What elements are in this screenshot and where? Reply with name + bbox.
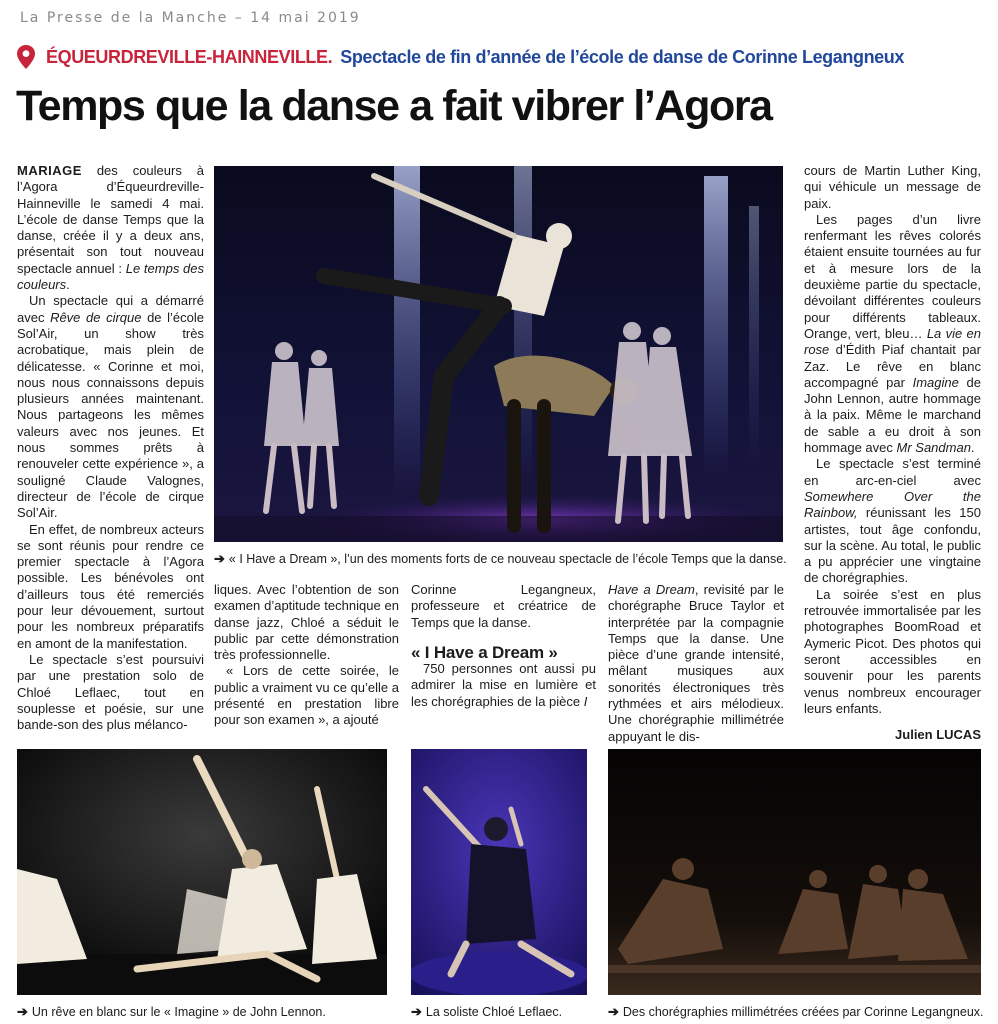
- caption-text: Un rêve en blanc sur le « Imagine » de John Lennon.: [31, 1005, 326, 1019]
- arrow-right-icon: ➔: [608, 1004, 619, 1019]
- soloist-image: [411, 749, 587, 995]
- italic-title: Somewhere Over the Rainbow,: [804, 488, 981, 521]
- photo-white-dream-caption: [17, 1004, 326, 1020]
- white-dancers-image: [17, 749, 387, 995]
- paragraph: [804, 456, 981, 586]
- stage-dance-image: [214, 166, 783, 542]
- arrow-right-icon: ➔: [214, 551, 225, 566]
- text: des couleurs à l’Agora d’Équeurdreville-Hainneville le samedi 4 mai. L’école de danse Temps que la danse, créée il y a deux ans, présentait son tout nouveau spectacle annuel :: [17, 163, 204, 276]
- text: .: [66, 277, 70, 293]
- photo-white-dream: [17, 749, 387, 995]
- text: Le spectacle s’est terminé en arc-en-ciel avec: [804, 456, 981, 488]
- map-pin-icon: [16, 45, 36, 69]
- text: réunissant les 150 artistes, tout âge confondu, sur la scène. Au total, le public a pu apprécier une vingtaine de chorégraphies.: [804, 505, 981, 586]
- caption-text: « I Have a Dream », l’un des moments forts de ce nouveau spectacle de l’école Temps que la danse.: [228, 552, 787, 566]
- paragraph: Corinne Legangneux, professeure et créatrice de Temps que la danse.: [411, 582, 596, 630]
- article-column-1: [17, 163, 204, 733]
- kicker: [16, 42, 904, 72]
- author-signature: Julien LUCAS: [895, 727, 981, 743]
- arrow-right-icon: ➔: [17, 1004, 28, 1019]
- paragraph: cours de Martin Luther King, qui véhicule un message de paix.: [804, 163, 981, 211]
- lead-word: MARIAGE: [17, 163, 82, 178]
- text: .: [970, 440, 975, 456]
- italic-title: Imagine: [912, 374, 959, 390]
- paragraph: La soirée s’est en plus retrouvée immortalisée par les photographes BoomRoad et Aymeric Picot. Des photos qui seront accessibles en souvenir pour les parents venus nombreux encourager leurs enfants.: [804, 586, 981, 716]
- kicker-dot: .: [327, 46, 333, 67]
- section-subhead: « I Have a Dream »: [411, 642, 558, 662]
- article-column-4: [608, 582, 784, 745]
- italic-title: Rêve de cirque: [50, 309, 142, 325]
- paragraph: [804, 212, 981, 456]
- paragraph: [17, 163, 204, 293]
- paragraph: « Lors de cette soirée, le public a vraiment vu ce qu’elle a présenté en prestation libre pour son examen », a ajouté: [214, 663, 399, 728]
- photo-choreographies-caption: [608, 1004, 984, 1020]
- paragraph: liques. Avec l’obtention de son examen d’aptitude technique en danse jazz, Chloé a séduit le public par cette démonstration très professionnelle.: [214, 582, 399, 663]
- photo-soloist: [411, 749, 587, 995]
- article-column-2: [214, 582, 399, 729]
- caption-text: Des chorégraphies millimétrées créées par Corinne Legangneux.: [622, 1005, 984, 1019]
- paragraph: Le spectacle s’est poursuivi par une prestation solo de Chloé Leflaec, tout en souplesse et poésie, sur une bande-son des plus mélanco-: [17, 651, 204, 733]
- masthead: La Presse de la Manche – 14 mai 2019: [20, 10, 361, 26]
- main-photo-caption: [214, 551, 787, 567]
- text: 750 personnes ont aussi pu admirer la mise en lumière et les chorégraphies de la pièce: [411, 661, 596, 709]
- headline: Temps que la danse a fait vibrer l’Agora: [16, 82, 772, 130]
- floor-dancers-image: [608, 749, 981, 995]
- paragraph: [608, 582, 784, 745]
- arrow-right-icon: ➔: [411, 1004, 422, 1019]
- kicker-subtitle: Spectacle de fin d’année de l’école de danse de Corinne Legangneux: [340, 46, 904, 67]
- italic-title: I: [583, 693, 588, 709]
- text: de John Lennon, autre hommage à la paix. Même le marchand de sable a eu droit à son hommage avec: [804, 374, 982, 456]
- paragraph: [411, 661, 596, 710]
- text: Un spectacle qui a démarré avec: [17, 293, 204, 325]
- text: , revisité par le chorégraphe Bruce Taylor et interprétée par la compagnie Temps que la danse. Une pièce d’une grande intensité, mêlant musiques aux sonorités électroniques très rythmées et airs mélodieux. Une chorégraphie millimétrée appuyant le dis-: [608, 582, 784, 744]
- kicker-place: ÉQUEURDREVILLE-HAINNEVILLE: [46, 46, 328, 67]
- italic-title: Le temps des couleurs: [17, 260, 204, 293]
- article-column-5: [804, 163, 981, 743]
- paragraph: [17, 293, 204, 521]
- caption-text: La soliste Chloé Leflaec.: [425, 1005, 563, 1019]
- article-column-3: [411, 582, 596, 710]
- main-photo: [214, 166, 783, 542]
- italic-title: Mr Sandman: [896, 440, 971, 456]
- text: d’Édith Piaf chantait par Zaz. Le rêve en blanc accompagné par: [804, 342, 981, 390]
- italic-title: Have a Dream: [608, 582, 695, 597]
- text: de l’école Sol’Air, un show très acrobatique, mais plein de délicatesse. « Corinne et moi, nous nous connaissons depuis plusieurs années maintenant. Nous partageons les mêmes valeurs avec nos jeunes. Et nous sommes prêts à renouveler cette expérience », a souligné Claude Valognes, directeur de l’école de cirque Sol’Air.: [17, 309, 204, 521]
- text: Les pages d’un livre renfermant les rêves colorés étaient ensuite tournées au fur et à mesure lors de la deuxième partie du spectacle, dévoilant différentes couleurs pour différents tableaux. Orange, vert, bleu…: [804, 211, 981, 341]
- paragraph: En effet, de nombreux acteurs se sont réunis pour rendre ce premier spectacle à l’Agora possible. Les bénévoles ont d’ailleurs tous été remerciés pour leur dévouement, surtout pour les nombreux préparatifs en amont de la manifestation.: [17, 521, 204, 651]
- photo-choreographies: [608, 749, 981, 995]
- italic-title: La vie en rose: [804, 325, 981, 358]
- photo-soloist-caption: [411, 1004, 562, 1020]
